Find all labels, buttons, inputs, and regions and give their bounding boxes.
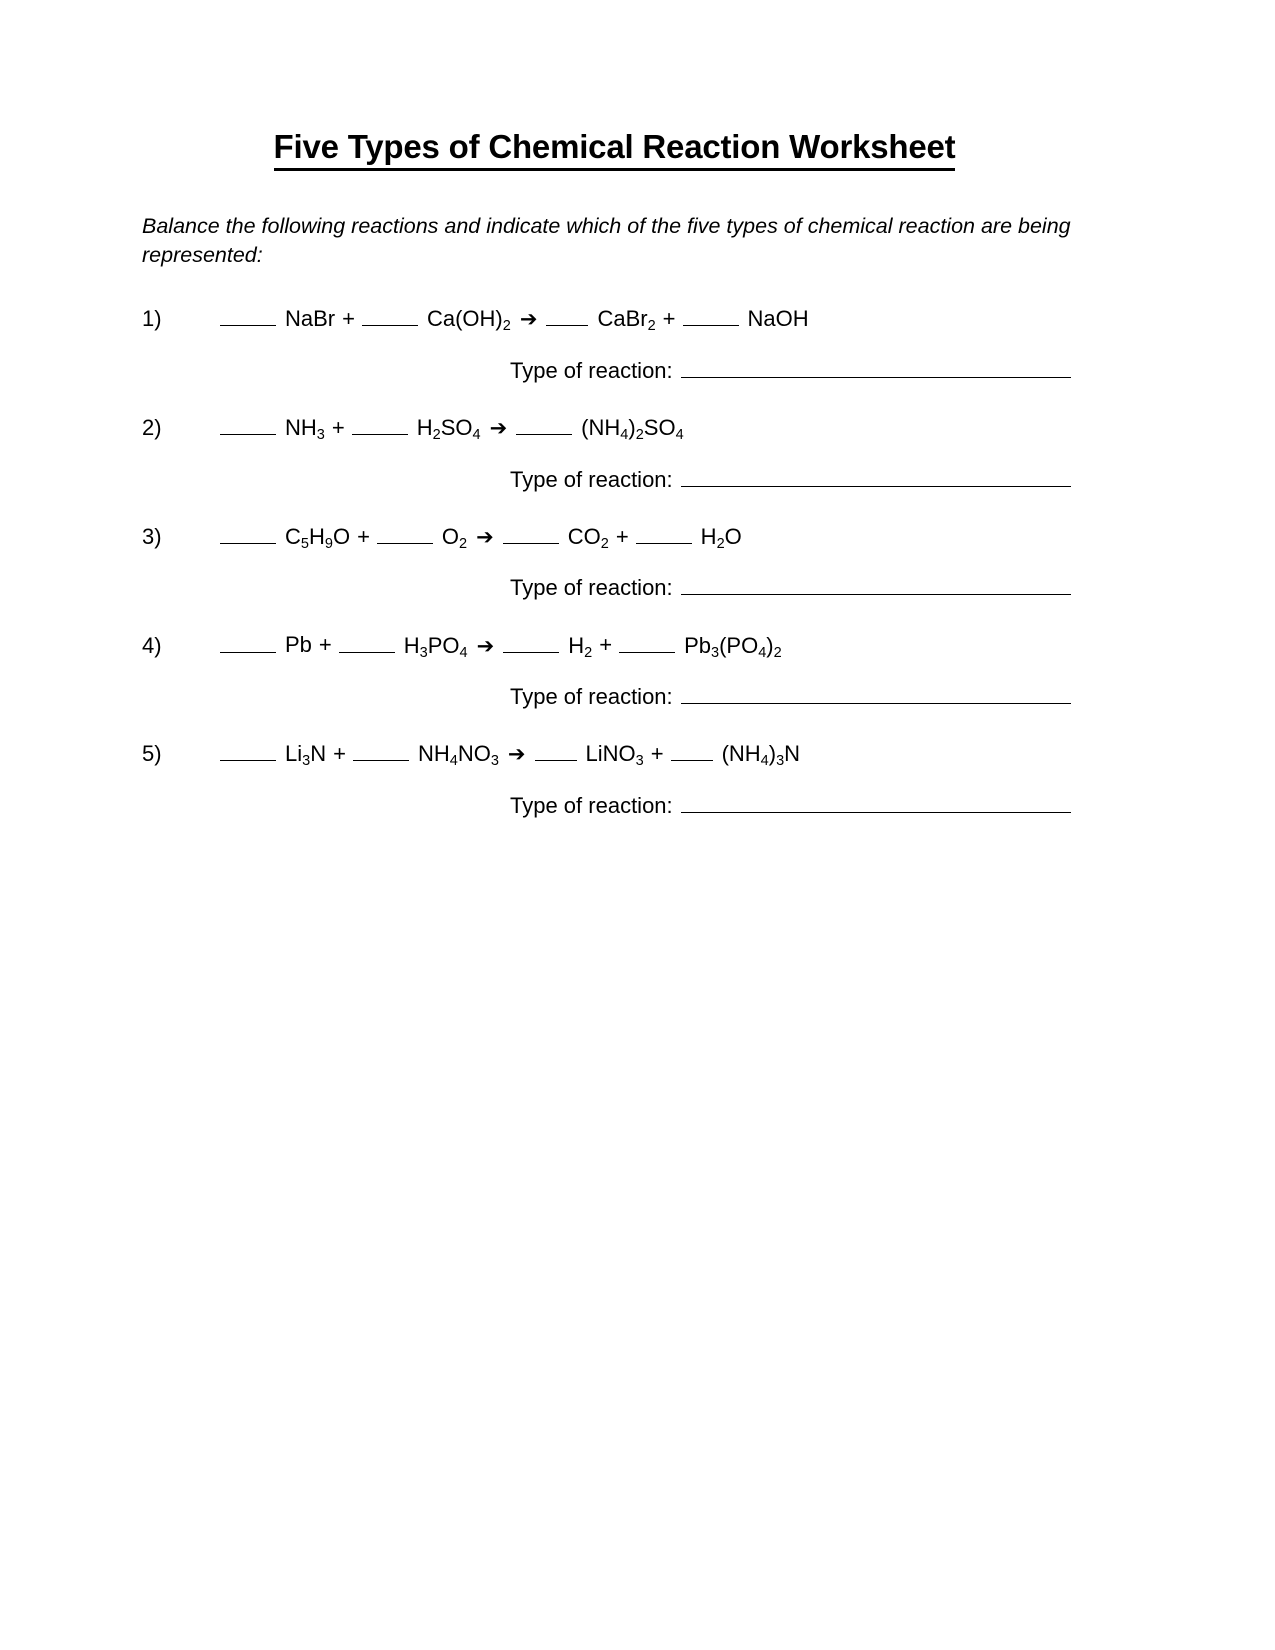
chemical-formula: $H_2SO_4$ [416, 415, 481, 444]
problem-number: 1) [142, 306, 162, 332]
coefficient-blank[interactable] [619, 631, 675, 652]
problem-item [142, 414, 1087, 493]
coefficient-blank[interactable] [220, 414, 276, 435]
equation-expression: NaBr + $Ca(OH)_2$ ➔ CaBr$_2$ + NaOH [220, 305, 809, 334]
chemical-formula: $H_2$ [568, 632, 593, 661]
coefficient-blank[interactable] [503, 523, 559, 544]
problem-number: 5) [142, 741, 162, 767]
type-of-reaction-label: Type of reaction: [510, 466, 673, 492]
problem-number: 4) [142, 632, 162, 658]
coefficient-blank[interactable] [377, 523, 433, 544]
chemical-formula: $NH_4NO_3$ [417, 741, 499, 770]
chemical-formula: CaBr$_2$ [597, 306, 656, 335]
type-of-reaction-row [142, 682, 1087, 710]
chemical-formula: $C_5H_9O$ [285, 523, 351, 552]
coefficient-blank[interactable] [352, 414, 408, 435]
chemical-formula: NaBr [285, 306, 336, 332]
equation-expression: $C_5H_9O + O_2$ ➔ $CO_2 + H_2O$ [220, 523, 742, 552]
coefficient-blank[interactable] [220, 305, 276, 326]
type-of-reaction-label: Type of reaction: [510, 684, 673, 709]
coefficient-blank[interactable] [535, 740, 577, 761]
instructions-text: Balance the following reactions and indicate which of the five types of chemical reaction are being represented: [142, 213, 1071, 267]
reaction-arrow-icon: ➔ [519, 307, 538, 332]
chemical-formula: $O_2$ [441, 523, 468, 552]
problem-item [142, 631, 1087, 710]
coefficient-blank[interactable] [636, 523, 692, 544]
coefficient-blank[interactable] [546, 305, 588, 326]
type-of-reaction-row [142, 356, 1087, 384]
equation-row [142, 305, 1087, 334]
coefficient-blank[interactable] [220, 523, 276, 544]
chemical-formula: $CO_2$ [567, 523, 609, 552]
equation-expression: $Li_3N + NH_4NO_3$ ➔ LiNO$_3$ + $(NH_4)_3N$ [220, 740, 800, 769]
chemical-formula: $NH_3$ [285, 415, 325, 444]
type-of-reaction-row [142, 465, 1087, 493]
type-of-reaction-input[interactable] [681, 465, 1071, 487]
coefficient-blank[interactable] [220, 740, 276, 761]
coefficient-blank[interactable] [353, 740, 409, 761]
chemical-formula: $Ca(OH)_2$ [426, 306, 511, 335]
worksheet-content [142, 128, 1087, 819]
coefficient-blank[interactable] [220, 631, 276, 652]
type-of-reaction-label: Type of reaction: [510, 792, 673, 818]
equation-row [142, 631, 1087, 660]
coefficient-blank[interactable] [362, 305, 418, 326]
type-of-reaction-input[interactable] [681, 791, 1071, 813]
type-of-reaction-label: Type of reaction: [510, 575, 673, 601]
type-of-reaction-label: Type of reaction: [510, 357, 673, 383]
equation-row [142, 414, 1087, 443]
problem-list [142, 305, 1087, 819]
problem-number: 3) [142, 523, 162, 549]
type-of-reaction-input[interactable] [681, 573, 1071, 595]
chemical-formula: $H_2O$ [700, 523, 742, 552]
page-title-text: Five Types of Chemical Reaction Worksheet [274, 128, 956, 171]
chemical-formula: $(NH_4)_2SO_4$ [581, 415, 684, 444]
coefficient-blank[interactable] [516, 414, 572, 435]
type-of-reaction-input[interactable] [681, 682, 1071, 704]
problem-number: 2) [142, 415, 162, 441]
equation-row [142, 523, 1087, 552]
chemical-formula: LiNO$_3$ [585, 741, 644, 770]
equation-expression: $Pb + H_3PO_4$ ➔ $H_2 + Pb_3(PO_4)_2$ [220, 631, 782, 660]
chemical-formula: $Li_3N$ [285, 741, 327, 770]
type-of-reaction-input[interactable] [681, 356, 1071, 378]
chemical-formula: $H_3PO_4$ [403, 632, 468, 661]
chemical-formula: $Pb_3(PO_4)_2$ [684, 632, 782, 661]
problem-item [142, 740, 1087, 819]
type-of-reaction-row [142, 573, 1087, 601]
reaction-arrow-icon: ➔ [489, 416, 508, 441]
type-of-reaction-row [142, 791, 1087, 819]
page-title [142, 128, 1087, 171]
reaction-arrow-icon: ➔ [476, 633, 495, 658]
equation-expression: $NH_3 + H_2SO_4$ ➔ $(NH_4)_2SO_4$ [220, 414, 684, 443]
chemical-formula: $(NH_4)_3N$ [721, 741, 801, 770]
coefficient-blank[interactable] [671, 740, 713, 761]
coefficient-blank[interactable] [503, 631, 559, 652]
reaction-arrow-icon: ➔ [507, 742, 526, 767]
problem-item [142, 523, 1087, 602]
chemical-formula: NaOH [747, 306, 809, 332]
equation-row [142, 740, 1087, 769]
coefficient-blank[interactable] [339, 631, 395, 652]
problem-item [142, 305, 1087, 384]
chemical-formula: Pb [285, 632, 312, 658]
reaction-arrow-icon: ➔ [476, 524, 494, 549]
coefficient-blank[interactable] [683, 305, 739, 326]
